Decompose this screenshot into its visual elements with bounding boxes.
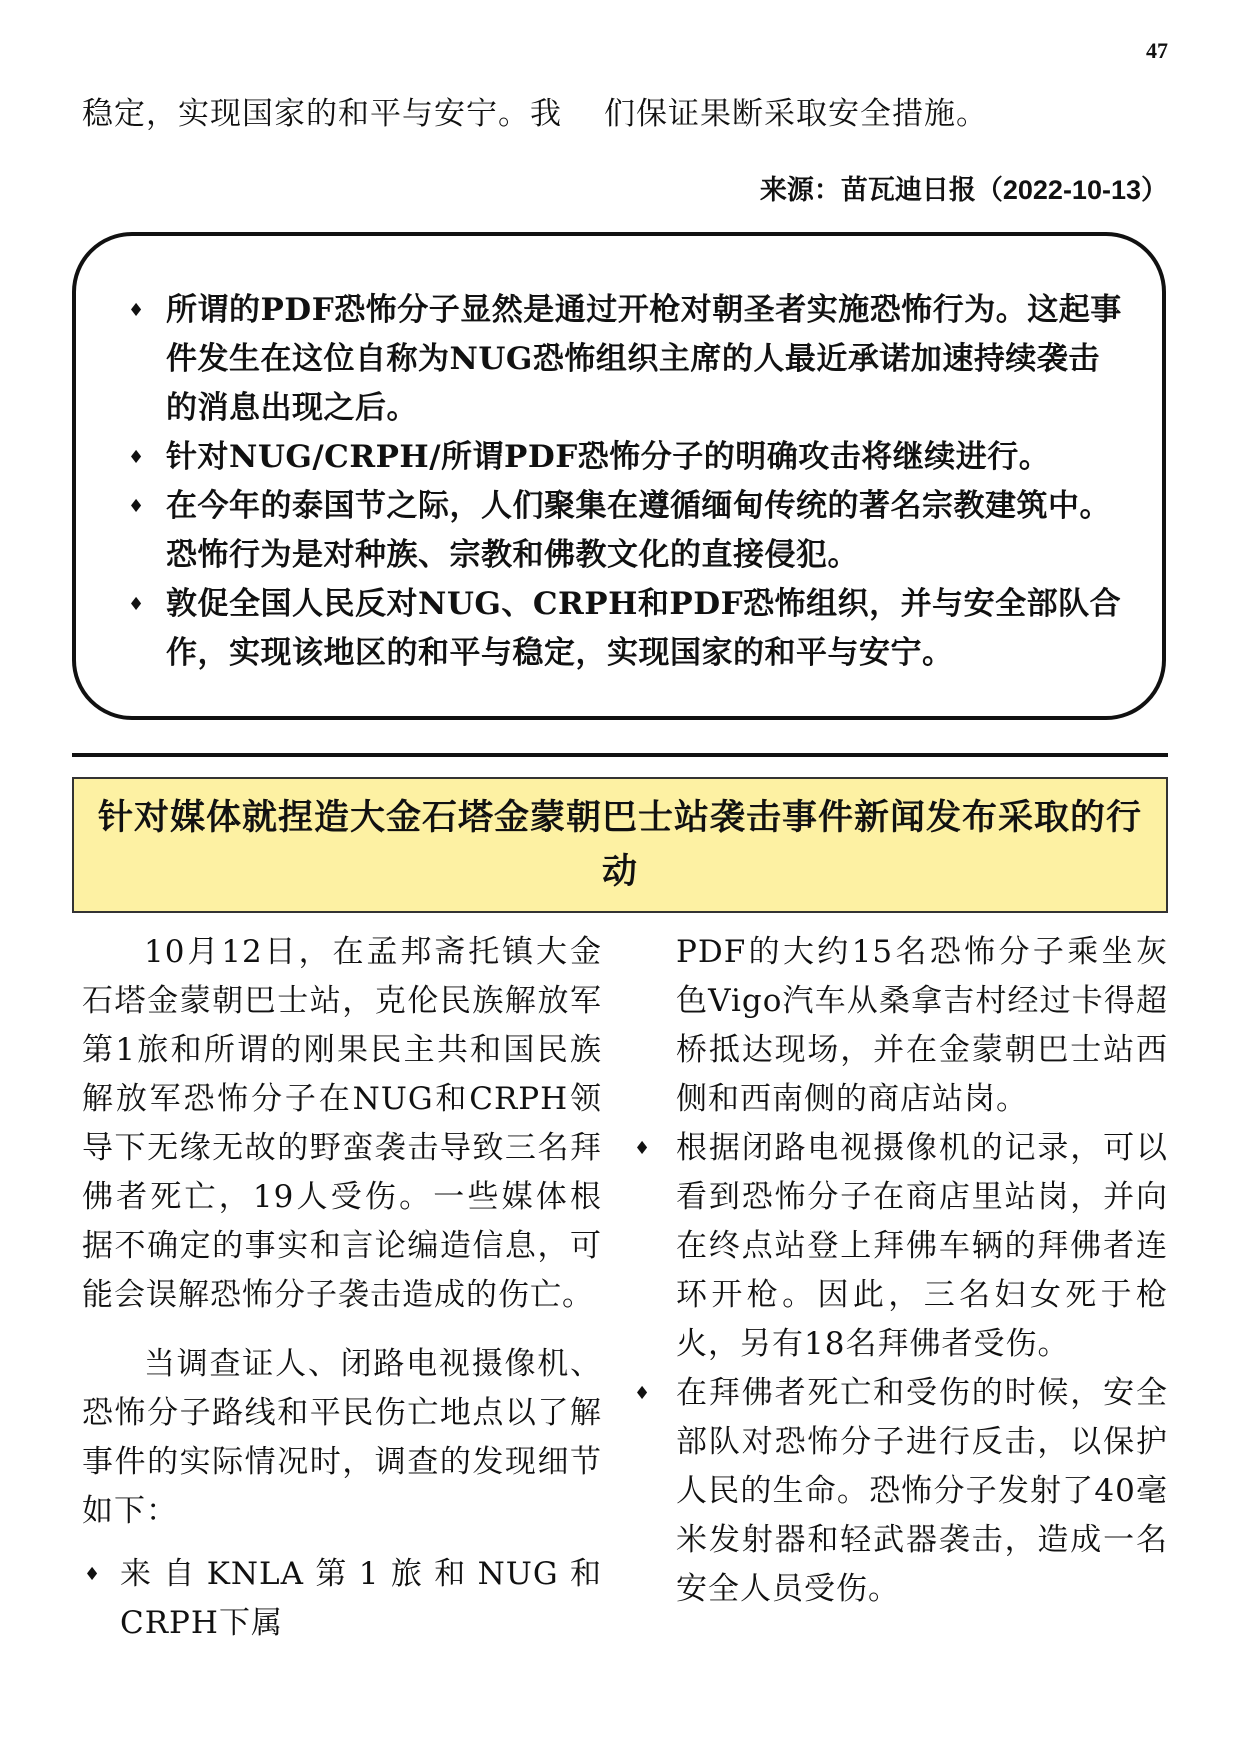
summary-bullet-text: 针对NUG/CRPH/所谓PDF恐怖分子的明确攻击将继续进行。	[166, 439, 1051, 475]
summary-bullet-item	[106, 482, 1126, 580]
article-right-column	[634, 928, 1168, 1614]
findings-text: 来自KNLA第1旅和NUG和CRPH下属	[120, 1556, 602, 1641]
summary-bullet-list	[76, 236, 1162, 678]
summary-bullet-item	[106, 580, 1126, 678]
diamond-bullet-icon: ♦	[634, 1138, 652, 1159]
diamond-bullet-icon: ♦	[128, 496, 145, 517]
findings-item	[82, 1550, 602, 1648]
continued-text-line	[82, 88, 988, 133]
source-label: 来源：苗瓦迪日报（	[759, 175, 1003, 206]
diamond-bullet-icon: ♦	[634, 1383, 652, 1404]
article-paragraph: 当调查证人、闭路电视摄像机、恐怖分子路线和平民伤亡地点以了解事件的实际情况时，调查的发现细节如下：	[82, 1346, 602, 1529]
summary-bullet-text: 敦促全国人民反对NUG、CRPH和PDF恐怖组织，并与安全部队合作，实现该地区的和平与稳定，实现国家的和平与安宁。	[166, 586, 1122, 671]
article-left-column	[82, 928, 602, 1648]
page-number: 47	[1146, 38, 1168, 63]
source-close: ）	[1141, 175, 1168, 206]
section-divider	[72, 753, 1168, 757]
article-headline: 针对媒体就捏造大金石塔金蒙朝巴士站袭击事件新闻发布采取的行动	[72, 777, 1168, 913]
summary-bullet-text: 所谓的PDF恐怖分子显然是通过开枪对朝圣者实施恐怖行为。这起事件发生在这位自称为NUG恐怖组织主席的人最近承诺加速持续袭击的消息出现之后。	[166, 292, 1122, 426]
source-date: 2022-10-13	[1002, 175, 1141, 205]
diamond-bullet-icon: ♦	[128, 447, 145, 468]
findings-list	[82, 1550, 602, 1648]
article-paragraph: 10月12日，在孟邦斋托镇大金石塔金蒙朝巴士站，克伦民族解放军第1旅和所谓的刚果民主共和国民族解放军恐怖分子在NUG和CRPH领导下无缘无故的野蛮袭击导致三名拜佛者死亡，19人受伤。一些媒体根据不确定的事实和言论编造信息，可能会误解恐怖分子袭击造成的伤亡。	[82, 934, 602, 1313]
continued-text-part-1: 稳定，实现国家的和平与安宁。我	[82, 96, 562, 132]
diamond-bullet-icon: ♦	[84, 1564, 102, 1585]
summary-box	[72, 232, 1166, 720]
diamond-bullet-icon: ♦	[128, 594, 145, 615]
findings-text: 根据闭路电视摄像机的记录，可以看到恐怖分子在商店里站岗，并向在终点站登上拜佛车辆的拜佛者连环开枪。因此，三名妇女死于枪火，另有18名拜佛者受伤。	[676, 1130, 1168, 1362]
findings-list-continued	[634, 1124, 1168, 1614]
diamond-bullet-icon: ♦	[128, 300, 145, 321]
findings-continuation: PDF的大约15名恐怖分子乘坐灰色Vigo汽车从桑拿吉村经过卡得超桥抵达现场，并在金蒙朝巴士站西侧和西南侧的商店站岗。	[676, 934, 1168, 1117]
source-citation	[760, 168, 1168, 207]
findings-text: 在拜佛者死亡和受伤的时候，安全部队对恐怖分子进行反击，以保护人民的生命。恐怖分子发射了40毫米发射器和轻武器袭击，造成一名安全人员受伤。	[676, 1375, 1168, 1607]
summary-bullet-item	[106, 433, 1126, 482]
summary-bullet-item	[106, 286, 1126, 433]
continued-text-part-2: 们保证果断采取安全措施。	[604, 96, 988, 132]
findings-item	[634, 1124, 1168, 1369]
summary-bullet-text: 在今年的泰国节之际，人们聚集在遵循缅甸传统的著名宗教建筑中。恐怖行为是对种族、宗教和佛教文化的直接侵犯。	[166, 488, 1111, 573]
findings-item	[634, 1369, 1168, 1614]
